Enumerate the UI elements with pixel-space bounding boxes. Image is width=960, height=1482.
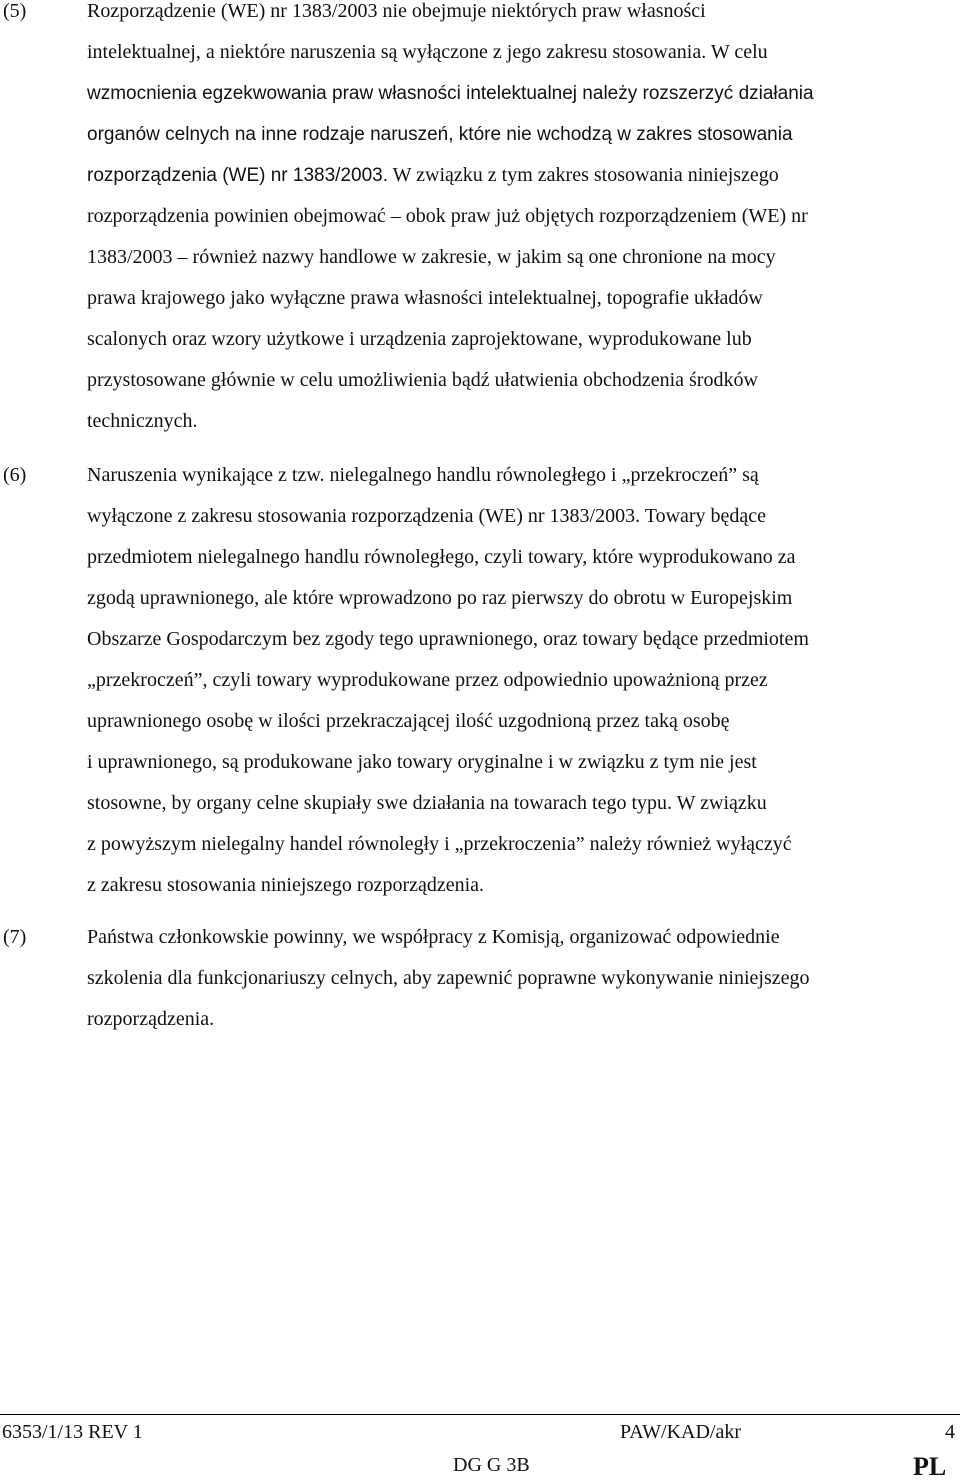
- text-segment: Państwa członkowskie powinny, we współpracy z Komisją, organizować odpowiednie: [87, 926, 780, 948]
- text-line: [87, 578, 927, 619]
- footer-divider: [0, 1414, 960, 1415]
- text-line: [87, 496, 927, 537]
- text-segment: z powyższym nielegalny handel równoległy i „przekroczenia” należy również wyłączyć: [87, 833, 792, 855]
- text-line: [87, 401, 927, 442]
- text-line: [87, 196, 927, 237]
- text-line: [87, 0, 927, 32]
- text-segment: i uprawnionego, są produkowane jako towary oryginalne i w związku z tym nie jest: [87, 751, 757, 773]
- text-line: [87, 455, 927, 496]
- text-segment: przystosowane głównie w celu umożliwienia bądź ułatwienia obchodzenia środków: [87, 369, 758, 391]
- text-segment: 1383/2003 – również nazwy handlowe w zakresie, w jakim są one chronione na mocy: [87, 246, 776, 268]
- text-line: [87, 537, 927, 578]
- text-line: [87, 865, 927, 906]
- text-segment: technicznych.: [87, 410, 198, 432]
- text-segment: intelektualnej, a niektóre naruszenia są wyłączone z jego zakresu stosowania. W celu: [87, 41, 768, 63]
- text-segment: organów celnych na inne rodzaje naruszeń, które nie wchodzą w zakres stosowania: [87, 124, 793, 145]
- recital-number: (5): [3, 0, 27, 22]
- footer-language-code: PL: [913, 1452, 947, 1481]
- text-line: [87, 360, 927, 401]
- footer-page-number: 4: [945, 1421, 955, 1443]
- text-segment: Obszarze Gospodarczym bez zgody tego uprawnionego, oraz towary będące przedmiotem: [87, 628, 809, 650]
- text-line: [87, 237, 927, 278]
- text-line: [87, 742, 927, 783]
- text-segment: z zakresu stosowania niniejszego rozporządzenia.: [87, 874, 485, 896]
- text-line: [87, 278, 927, 319]
- text-segment: rozporządzenia (WE) nr 1383/2003.: [87, 165, 388, 186]
- text-segment: wyłączone z zakresu stosowania rozporządzenia (WE) nr 1383/2003. Towary będące: [87, 505, 767, 527]
- text-segment: scalonych oraz wzory użytkowe i urządzenia zaprojektowane, wyprodukowane lub: [87, 328, 752, 350]
- text-line: [87, 319, 927, 360]
- text-line: [87, 619, 927, 660]
- text-segment: Naruszenia wynikające z tzw. nielegalnego handlu równoległego i „przekroczeń” są: [87, 464, 759, 486]
- text-line: [87, 32, 927, 73]
- text-segment: wzmocnienia egzekwowania praw własności intelektualnej należy rozszerzyć działania: [87, 83, 814, 104]
- recital-number: (6): [3, 464, 27, 486]
- recital-text: [87, 917, 927, 1040]
- text-segment: rozporządzenia.: [87, 1008, 215, 1030]
- text-segment: prawa krajowego jako wyłączne prawa własności intelektualnej, topografie układów: [87, 287, 763, 309]
- text-line: [87, 783, 927, 824]
- text-line: [87, 701, 927, 742]
- text-segment: uprawnionego osobę w ilości przekraczającej ilość uzgodnioną przez taką osobę: [87, 710, 730, 732]
- text-line: [87, 155, 927, 196]
- text-segment: przedmiotem nielegalnego handlu równoległego, czyli towary, które wyprodukowano za: [87, 546, 796, 568]
- text-segment: Rozporządzenie (WE) nr 1383/2003 nie obejmuje niektórych praw własności: [87, 0, 706, 22]
- text-line: [87, 73, 927, 114]
- text-line: [87, 824, 927, 865]
- recital-number: (7): [3, 926, 27, 948]
- footer-doc-ref: 6353/1/13 REV 1: [2, 1421, 143, 1443]
- text-line: [87, 660, 927, 701]
- text-line: [87, 958, 927, 999]
- recital-text: [87, 455, 927, 906]
- text-segment: W związku z tym zakres stosowania niniejszego: [388, 164, 779, 186]
- text-line: [87, 999, 927, 1040]
- text-line: [87, 917, 927, 958]
- text-segment: rozporządzenia powinien obejmować – obok praw już objętych rozporządzeniem (WE) nr: [87, 205, 808, 227]
- text-segment: stosowne, by organy celne skupiały swe działania na towarach tego typu. W związku: [87, 792, 767, 814]
- text-segment: szkolenia dla funkcjonariuszy celnych, aby zapewnić poprawne wykonywanie niniejszego: [87, 967, 810, 989]
- text-segment: „przekroczeń”, czyli towary wyprodukowane przez odpowiednio upoważnioną przez: [87, 669, 768, 691]
- footer-directorate: DG G 3B: [453, 1454, 530, 1476]
- footer-initials: PAW/KAD/akr: [620, 1421, 741, 1443]
- text-segment: zgodą uprawnionego, ale które wprowadzono po raz pierwszy do obrotu w Europejskim: [87, 587, 793, 609]
- recital-text: [87, 0, 927, 442]
- text-line: [87, 114, 927, 155]
